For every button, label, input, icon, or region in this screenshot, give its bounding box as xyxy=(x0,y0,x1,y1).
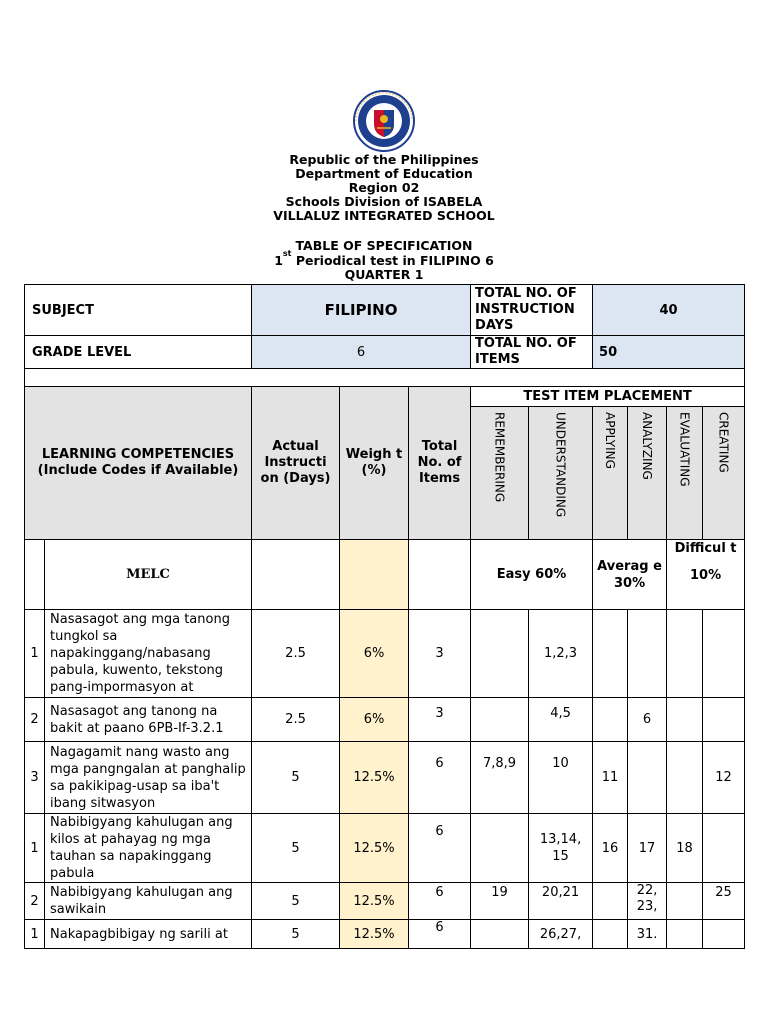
subject-row xyxy=(25,285,745,336)
total-items-value: 6 xyxy=(409,920,471,949)
competency-text: Nakapagbibigay ng sarili at xyxy=(45,920,252,949)
actual-days-header: Actual Instructi on (Days) xyxy=(252,387,340,540)
row-number: 3 xyxy=(25,742,45,814)
table-row xyxy=(25,698,745,742)
row-number: 1 xyxy=(25,920,45,949)
row-number: 1 xyxy=(25,814,45,883)
subject-value: FILIPINO xyxy=(252,285,471,336)
blank-row xyxy=(25,369,745,387)
evaluating-value xyxy=(667,698,703,742)
total-items-header: Total No. of Items xyxy=(409,387,471,540)
average-label: Averag e 30% xyxy=(593,540,667,610)
applying-value xyxy=(593,698,628,742)
actual-days-value: 5 xyxy=(252,920,340,949)
evaluating-value: 18 xyxy=(667,814,703,883)
applying-value xyxy=(593,610,628,698)
document-title: TABLE OF SPECIFICATION xyxy=(295,238,473,253)
table-row xyxy=(25,920,745,949)
remembering-value xyxy=(471,814,529,883)
total-items-value: 6 xyxy=(409,742,471,814)
table-row xyxy=(25,814,745,883)
difficult-label: Difficul t 10% xyxy=(667,540,745,610)
grade-label: GRADE LEVEL xyxy=(25,336,252,369)
weight-value: 6% xyxy=(340,610,409,698)
header-division: Schools Division of ISABELA xyxy=(285,194,483,209)
total-items-value: 6 xyxy=(409,883,471,920)
creating-value: 25 xyxy=(703,883,745,920)
header-school: VILLALUZ INTEGRATED SCHOOL xyxy=(273,208,495,223)
weight-value: 12.5% xyxy=(340,742,409,814)
competency-text: Nabibigyang kahulugan ang sawikain xyxy=(45,883,252,920)
row-number: 2 xyxy=(25,698,45,742)
total-items-value: 50 xyxy=(593,336,745,369)
creating-value: 12 xyxy=(703,742,745,814)
melc-items-cell xyxy=(409,540,471,610)
deped-seal-logo xyxy=(346,90,422,152)
understanding-value: 26,27, xyxy=(529,920,593,949)
creating-value xyxy=(703,814,745,883)
understanding-value: 4,5 xyxy=(529,698,593,742)
header-republic: Republic of the Philippines xyxy=(289,152,479,167)
document-quarter: QUARTER 1 xyxy=(344,267,424,282)
subject-label: SUBJECT xyxy=(25,285,252,336)
total-items-label: TOTAL NO. OF ITEMS xyxy=(471,336,593,369)
remembering-value xyxy=(471,610,529,698)
analyzing-value: 17 xyxy=(628,814,667,883)
understanding-header: UNDERSTANDING xyxy=(529,407,593,540)
creating-value xyxy=(703,920,745,949)
specification-table xyxy=(24,284,745,949)
header-department: Department of Education xyxy=(295,166,473,181)
applying-value: 16 xyxy=(593,814,628,883)
grade-value: 6 xyxy=(252,336,471,369)
understanding-value: 1,2,3 xyxy=(529,610,593,698)
grade-row xyxy=(25,336,745,369)
analyzing-value: 6 xyxy=(628,698,667,742)
actual-days-value: 2.5 xyxy=(252,610,340,698)
competency-text: Nagagamit nang wasto ang mga pangngalan at panghalip sa pakikipag-usap sa iba't ibang sitwasyon xyxy=(45,742,252,814)
instruction-days-label: TOTAL NO. OF INSTRUCTION DAYS xyxy=(471,285,593,336)
remembering-value: 7,8,9 xyxy=(471,742,529,814)
table-row xyxy=(25,742,745,814)
evaluating-value xyxy=(667,883,703,920)
remembering-header: REMEMBERING xyxy=(471,407,529,540)
evaluating-value xyxy=(667,610,703,698)
melc-label: MELC xyxy=(45,540,252,610)
instruction-days-value: 40 xyxy=(593,285,745,336)
placement-header-row xyxy=(25,387,745,407)
creating-value xyxy=(703,698,745,742)
remembering-value xyxy=(471,698,529,742)
competency-text: Nasasagot ang tanong na bakit at paano 6PB-If-3.2.1 xyxy=(45,698,252,742)
blank-cell xyxy=(25,369,745,387)
applying-value xyxy=(593,920,628,949)
melc-number-cell xyxy=(25,540,45,610)
table-row xyxy=(25,610,745,698)
evaluating-value xyxy=(667,742,703,814)
actual-days-value: 5 xyxy=(252,742,340,814)
actual-days-value: 2.5 xyxy=(252,698,340,742)
melc-days-cell xyxy=(252,540,340,610)
weight-value: 12.5% xyxy=(340,814,409,883)
remembering-value: 19 xyxy=(471,883,529,920)
weight-value: 12.5% xyxy=(340,883,409,920)
document-subtitle: 1st Periodical test in FILIPINO 6 xyxy=(274,249,494,268)
competency-text: Nabibigyang kahulugan ang kilos at pahayag ng mga tauhan sa napakinggang pabula xyxy=(45,814,252,883)
creating-header: CREATING xyxy=(703,407,745,540)
remembering-value xyxy=(471,920,529,949)
melc-row xyxy=(25,540,745,610)
row-number: 1 xyxy=(25,610,45,698)
weight-header: Weigh t (%) xyxy=(340,387,409,540)
evaluating-header: EVALUATING xyxy=(667,407,703,540)
understanding-value: 10 xyxy=(529,742,593,814)
easy-label: Easy 60% xyxy=(471,540,593,610)
analyzing-value xyxy=(628,610,667,698)
weight-value: 6% xyxy=(340,698,409,742)
analyzing-value: 31. xyxy=(628,920,667,949)
row-number: 2 xyxy=(25,883,45,920)
competency-text: Nasasagot ang mga tanong tungkol sa napakinggang/nabasang pabula, kuwento, tekstong pang-impormasyon at xyxy=(45,610,252,698)
applying-value: 11 xyxy=(593,742,628,814)
analyzing-header: ANALYZING xyxy=(628,407,667,540)
analyzing-value xyxy=(628,742,667,814)
test-item-placement-header: TEST ITEM PLACEMENT xyxy=(471,387,745,407)
evaluating-value xyxy=(667,920,703,949)
actual-days-value: 5 xyxy=(252,883,340,920)
understanding-value: 13,14, 15 xyxy=(529,814,593,883)
total-items-value: 3 xyxy=(409,610,471,698)
understanding-value: 20,21 xyxy=(529,883,593,920)
applying-header: APPLYING xyxy=(593,407,628,540)
creating-value xyxy=(703,610,745,698)
actual-days-value: 5 xyxy=(252,814,340,883)
header-region: Region 02 xyxy=(348,180,420,195)
competencies-header: LEARNING COMPETENCIES (Include Codes if Available) xyxy=(25,387,252,540)
applying-value xyxy=(593,883,628,920)
total-items-value: 3 xyxy=(409,698,471,742)
melc-weight-cell xyxy=(340,540,409,610)
total-items-value: 6 xyxy=(409,814,471,883)
analyzing-value: 22, 23, xyxy=(628,883,667,920)
table-row xyxy=(25,883,745,920)
weight-value: 12.5% xyxy=(340,920,409,949)
